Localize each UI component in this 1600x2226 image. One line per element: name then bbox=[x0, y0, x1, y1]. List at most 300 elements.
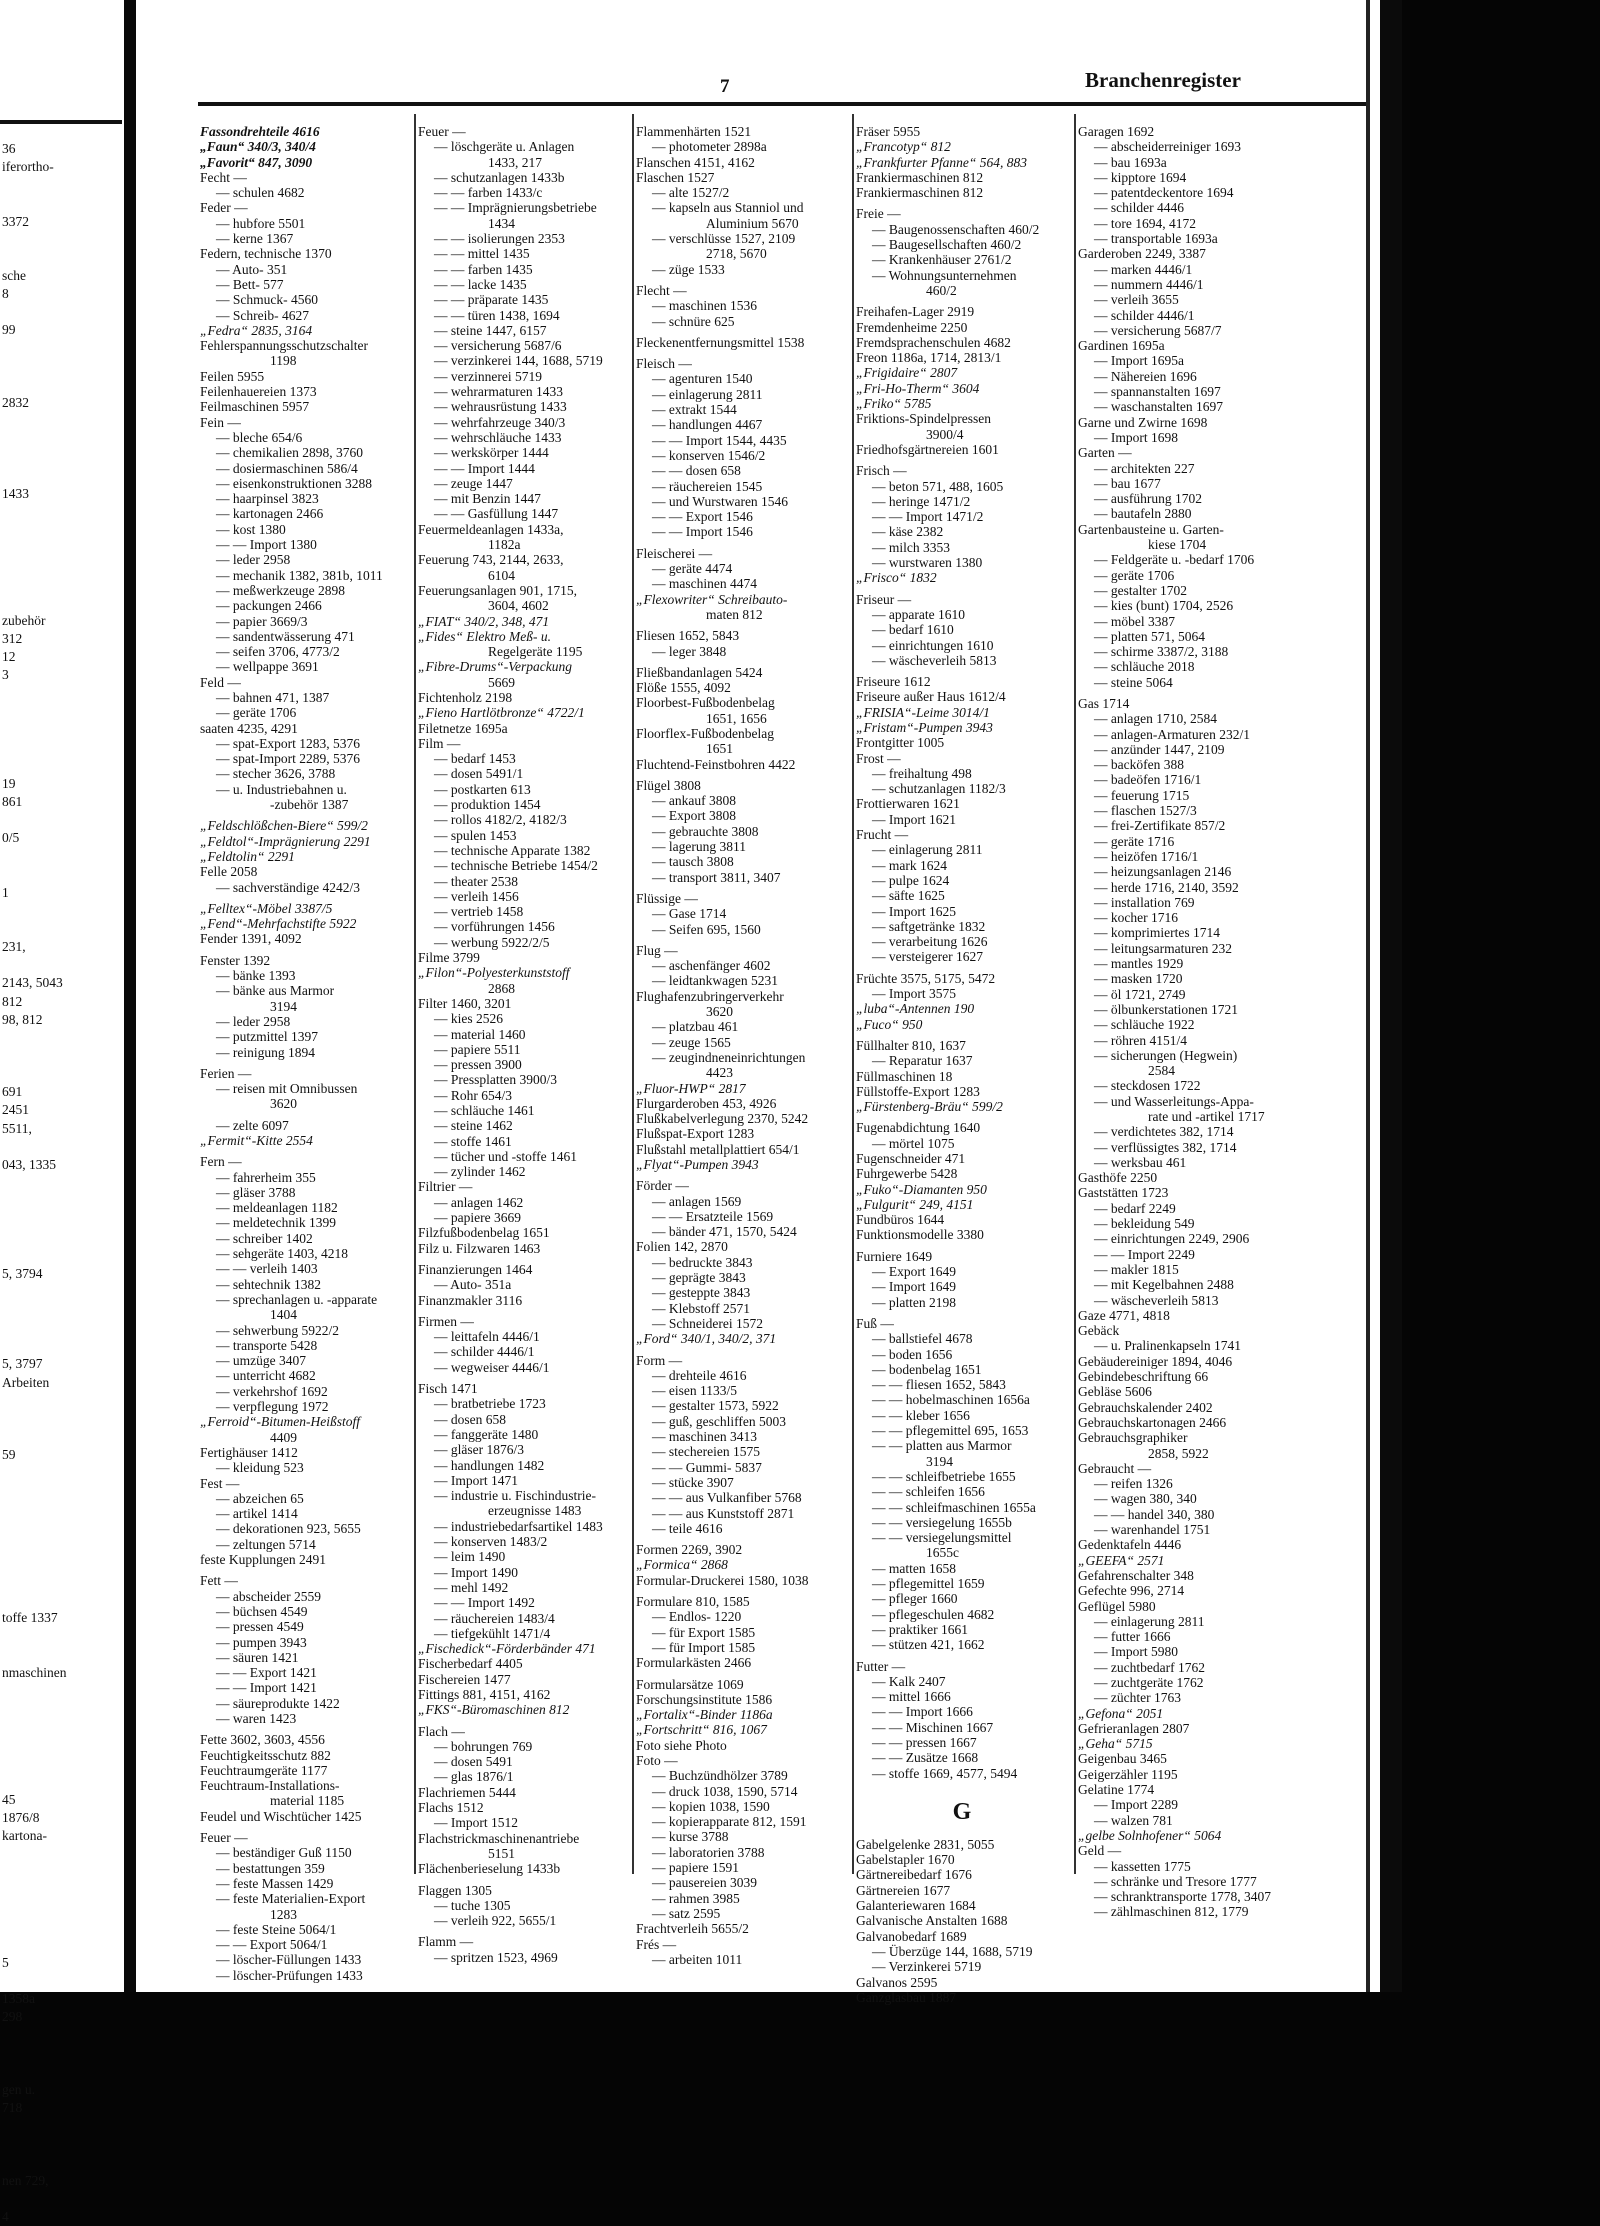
index-entry: — spat-Export 1283, 5376 bbox=[216, 735, 360, 751]
index-entry: Filtrier — bbox=[418, 1179, 473, 1195]
index-entry: Friseure außer Haus 1612/4 bbox=[856, 689, 1006, 705]
index-entry-continuation: 5151 bbox=[488, 1845, 515, 1861]
index-entry: Fender 1391, 4092 bbox=[200, 931, 302, 947]
index-entry: — versicherung 5687/7 bbox=[1094, 322, 1222, 338]
index-entry: — zeuge 1565 bbox=[652, 1034, 731, 1050]
index-entry: — ballstiefel 4678 bbox=[872, 1331, 973, 1347]
left-fragment-line: 8 bbox=[2, 286, 9, 302]
index-entry: — leder 2958 bbox=[216, 552, 291, 568]
index-entry: — schreiber 1402 bbox=[216, 1230, 313, 1246]
left-fragment-line bbox=[2, 1029, 120, 1047]
index-entry: — bahnen 471, 1387 bbox=[216, 689, 330, 705]
index-entry: — transport 3811, 3407 bbox=[652, 869, 781, 885]
index-entry: Friseur — bbox=[856, 591, 912, 607]
index-entry: — Import 1512 bbox=[434, 1815, 518, 1831]
index-entry: „Frankfurter Pfanne“ 564, 883 bbox=[856, 154, 1027, 170]
index-entry: — rahmen 3985 bbox=[652, 1890, 740, 1906]
index-entry: Flußstahl metallplattiert 654/1 bbox=[636, 1141, 800, 1157]
index-entry: — zeuge 1447 bbox=[434, 475, 513, 491]
index-entry: — kies (bunt) 1704, 2526 bbox=[1094, 598, 1234, 614]
index-entry-continuation: 1651, 1656 bbox=[706, 710, 767, 726]
left-fragment-line bbox=[2, 176, 120, 194]
index-entry: Frottierwaren 1621 bbox=[856, 796, 960, 812]
index-entry: — guß, geschliffen 5003 bbox=[652, 1413, 786, 1429]
index-entry: — wäscheverleih 5813 bbox=[872, 652, 997, 668]
index-entry: — schnüre 625 bbox=[652, 313, 735, 329]
index-entry: Gedenktafeln 4446 bbox=[1078, 1537, 1182, 1553]
index-entry: „luba“-Antennen 190 bbox=[856, 1001, 975, 1017]
index-entry: „Felltex“-Möbel 3387/5 bbox=[200, 900, 333, 916]
index-entry: — tiefgekühlt 1471/4 bbox=[434, 1625, 551, 1641]
index-entry: — — Import 1421 bbox=[216, 1680, 317, 1696]
index-entry: — löscher-Füllungen 1433 bbox=[216, 1952, 362, 1968]
index-entry: „Friko“ 5785 bbox=[856, 396, 932, 412]
index-entry: Frés — bbox=[636, 1936, 677, 1952]
index-entry: — Baugenossenschaften 460/2 bbox=[872, 221, 1040, 237]
left-fragment-line: 2832 bbox=[2, 394, 29, 410]
index-entry: — Auto- 351 bbox=[216, 261, 288, 277]
left-fragment-line: toffe 1337 bbox=[2, 1610, 58, 1626]
index-entry: „Frisco“ 1832 bbox=[856, 570, 937, 586]
index-entry: „Fedra“ 2835, 3164 bbox=[200, 322, 313, 338]
index-entry: — Überzüge 144, 1688, 5719 bbox=[872, 1943, 1033, 1959]
index-entry: — druck 1038, 1590, 5714 bbox=[652, 1783, 798, 1799]
index-entry: Flächenberieselung 1433b bbox=[418, 1861, 561, 1877]
index-entry: — züge 1533 bbox=[652, 261, 725, 277]
index-entry: — sachverständige 4242/3 bbox=[216, 879, 360, 895]
index-entry: — sprechanlagen u. -apparate bbox=[216, 1291, 378, 1307]
left-fragment-line bbox=[2, 2190, 120, 2208]
left-fragment-line: 5 bbox=[2, 1955, 9, 1971]
index-entry: — kurse 3788 bbox=[652, 1829, 729, 1845]
left-fragment-line bbox=[2, 1537, 120, 1555]
index-entry: — — aus Kunststoff 2871 bbox=[652, 1505, 795, 1521]
left-fragment-line: 3372 bbox=[2, 213, 29, 229]
index-entry: Gebläse 5606 bbox=[1078, 1384, 1152, 1400]
left-fragment-line bbox=[2, 1319, 120, 1337]
left-fragment-line bbox=[2, 521, 120, 539]
index-entry: — Reparatur 1637 bbox=[872, 1053, 973, 1069]
index-entry: — dosiermaschinen 586/4 bbox=[216, 460, 358, 476]
index-entry: Friktions-Spindelpressen bbox=[856, 411, 991, 427]
left-fragment-line bbox=[2, 1283, 120, 1301]
index-entry: — kies 2526 bbox=[434, 1011, 503, 1027]
left-fragment-line bbox=[2, 1863, 120, 1881]
index-entry: — satz 2595 bbox=[652, 1905, 721, 1921]
index-entry: Flammenhärten 1521 bbox=[636, 124, 752, 139]
index-entry: — gestalter 1573, 5922 bbox=[652, 1398, 779, 1414]
index-entry: — wehrausrüstung 1433 bbox=[434, 399, 567, 415]
index-entry: — patentdeckentore 1694 bbox=[1094, 185, 1234, 201]
index-entry: Garten — bbox=[1078, 445, 1132, 461]
index-entry: — anlagen 1462 bbox=[434, 1194, 524, 1210]
index-entry: — photometer 2898a bbox=[652, 139, 767, 155]
index-entry: — — hobelmaschinen 1656a bbox=[872, 1392, 1030, 1408]
index-entry: — konserven 1546/2 bbox=[652, 447, 766, 463]
index-entry-continuation: 4423 bbox=[706, 1065, 733, 1081]
index-entry: „Geha“ 5715 bbox=[1078, 1736, 1153, 1752]
index-entry-continuation: 1651 bbox=[706, 741, 733, 757]
index-entry: — werksbau 461 bbox=[1094, 1154, 1187, 1170]
index-entry: — leder 2958 bbox=[216, 1013, 291, 1029]
index-entry: „Fuco“ 950 bbox=[856, 1016, 923, 1032]
left-fragment-line: nen 729, bbox=[2, 2172, 49, 2188]
index-entry: — feste Steine 5064/1 bbox=[216, 1921, 337, 1937]
index-entry: Frost — bbox=[856, 750, 901, 766]
index-entry: — steine 1462 bbox=[434, 1118, 513, 1134]
index-entry: Ferien — bbox=[200, 1065, 252, 1081]
index-entry: Fern — bbox=[200, 1154, 242, 1170]
index-entry: — meldetechnik 1399 bbox=[216, 1215, 336, 1231]
index-entry: — pumpen 3943 bbox=[216, 1634, 307, 1650]
left-fragment-line: 4 bbox=[2, 2209, 9, 2225]
index-entry: Garderoben 2249, 3387 bbox=[1078, 246, 1206, 262]
left-fragment-line: gen u. bbox=[2, 2082, 35, 2098]
index-entry: — — Import 1492 bbox=[434, 1595, 535, 1611]
index-entry: Fuhrgewerbe 5428 bbox=[856, 1166, 958, 1182]
index-entry: Flug — bbox=[636, 942, 678, 958]
index-entry: — schilder 4446/1 bbox=[1094, 307, 1195, 323]
index-entry: Garagen 1692 bbox=[1078, 124, 1155, 139]
left-fragment-line: 36 bbox=[2, 141, 16, 156]
index-entry: Feuerung 743, 2144, 2633, bbox=[418, 552, 564, 568]
index-entry: — technische Betriebe 1454/2 bbox=[434, 858, 598, 874]
index-entry: Gebindebeschriftung 66 bbox=[1078, 1369, 1209, 1385]
index-entry: Gabelgelenke 2831, 5055 bbox=[856, 1836, 995, 1852]
page-edge bbox=[1380, 0, 1402, 1992]
index-entry-continuation: 1655c bbox=[926, 1545, 959, 1561]
index-entry: — meßwerkzeuge 2898 bbox=[216, 582, 345, 598]
index-entry: — papiere 5511 bbox=[434, 1041, 521, 1057]
index-entry: — schränke und Tresore 1777 bbox=[1094, 1873, 1257, 1889]
index-entry: — — Import 1444 bbox=[434, 460, 535, 476]
column-divider bbox=[414, 114, 416, 1874]
index-entry: Früchte 3575, 5175, 5472 bbox=[856, 970, 996, 986]
index-entry: Flachstrickmaschinenantriebe bbox=[418, 1830, 580, 1846]
index-entry: — einlagerung 2811 bbox=[872, 842, 983, 858]
running-title: Branchenregister bbox=[1085, 68, 1241, 92]
index-entry-continuation: 2858, 5922 bbox=[1148, 1445, 1209, 1461]
index-entry: — theater 2538 bbox=[434, 873, 518, 889]
index-entry: Feuer — bbox=[418, 124, 466, 139]
index-entry-continuation: 3620 bbox=[270, 1096, 297, 1112]
index-entry: „Fides“ Elektro Meß- u. bbox=[418, 628, 551, 644]
index-entry: — verleih 922, 5655/1 bbox=[434, 1913, 557, 1929]
index-entry: — schilder 4446/1 bbox=[434, 1344, 535, 1360]
index-entry: „Flyat“-Pumpen 3943 bbox=[636, 1157, 759, 1172]
index-entry: — für Import 1585 bbox=[652, 1639, 756, 1655]
index-entry: Flüssige — bbox=[636, 890, 698, 906]
index-entry: — dosen 658 bbox=[434, 1411, 506, 1427]
index-entry: „Fermit“-Kitte 2554 bbox=[200, 1133, 313, 1148]
index-entry: — architekten 227 bbox=[1094, 460, 1195, 476]
index-entry: — sicherungen (Hegwein) bbox=[1094, 1047, 1238, 1063]
index-entry: — — verleih 1403 bbox=[216, 1261, 318, 1277]
index-entry: — — farben 1433/c bbox=[434, 185, 543, 201]
left-fragment-line: 59 bbox=[2, 1447, 16, 1463]
left-fragment-line bbox=[2, 1918, 120, 1936]
index-entry: — — Import 1544, 4435 bbox=[652, 432, 787, 448]
index-entry: — einrichtungen 2249, 2906 bbox=[1094, 1231, 1250, 1247]
index-entry: — verschlüsse 1527, 2109 bbox=[652, 231, 796, 247]
index-entry: Fein — bbox=[200, 414, 241, 430]
index-entry: — — Import 1546 bbox=[652, 524, 753, 540]
index-entry-continuation: rate und -artikel 1717 bbox=[1148, 1109, 1265, 1124]
index-entry: „Formica“ 2868 bbox=[636, 1557, 728, 1573]
index-entry: — installation 769 bbox=[1094, 894, 1195, 910]
index-entry: — käse 2382 bbox=[872, 524, 944, 540]
index-entry: Gelatine 1774 bbox=[1078, 1782, 1155, 1798]
left-fragment-line bbox=[2, 811, 120, 829]
index-entry: — — lacke 1435 bbox=[434, 276, 527, 292]
index-entry: — leittafeln 4446/1 bbox=[434, 1329, 540, 1345]
left-fragment-line: 691 bbox=[2, 1084, 23, 1100]
index-entry: Feld — bbox=[200, 674, 241, 690]
index-entry: — Gase 1714 bbox=[652, 906, 727, 922]
index-entry: Fichtenholz 2198 bbox=[418, 689, 513, 705]
index-entry: — Import 1625 bbox=[872, 903, 956, 919]
left-fragment-line bbox=[2, 1736, 120, 1754]
index-entry: — schulen 4682 bbox=[216, 185, 305, 201]
index-entry: — chemikalien 2898, 3760 bbox=[216, 445, 363, 461]
left-fragment-line bbox=[2, 303, 120, 321]
index-entry: Fassondrehteile 4616 bbox=[200, 124, 320, 139]
index-entry: — tuche 1305 bbox=[434, 1897, 511, 1913]
index-entry: „Francotyp“ 812 bbox=[856, 139, 951, 155]
index-entry: Forschungsinstitute 1586 bbox=[636, 1691, 773, 1707]
index-entry: — transportable 1693a bbox=[1094, 231, 1218, 247]
index-entry: Formular-Druckerei 1580, 1038 bbox=[636, 1572, 809, 1588]
index-entry: — beton 571, 488, 1605 bbox=[872, 478, 1004, 494]
left-fragment-line bbox=[2, 847, 120, 865]
index-entry: — bedarf 2249 bbox=[1094, 1200, 1176, 1216]
index-entry: Feuer — bbox=[200, 1830, 248, 1846]
index-entry: — laboratorien 3788 bbox=[652, 1844, 765, 1860]
index-entry: Fertighäuser 1412 bbox=[200, 1444, 298, 1460]
left-fragment-line bbox=[2, 1972, 120, 1990]
index-entry: Frucht — bbox=[856, 827, 909, 843]
index-entry: Fräser 5955 bbox=[856, 124, 921, 139]
index-entry: — steckdosen 1722 bbox=[1094, 1078, 1201, 1094]
index-entry: — pflegemittel 1659 bbox=[872, 1576, 985, 1592]
left-fragment-line bbox=[2, 1573, 120, 1591]
left-fragment-line bbox=[2, 2063, 120, 2081]
index-entry: Foto siehe Photo bbox=[636, 1737, 727, 1753]
index-entry: — — Import 1471/2 bbox=[872, 509, 984, 525]
index-entry: Gebäudereiniger 1894, 4046 bbox=[1078, 1353, 1233, 1369]
left-fragment-line bbox=[2, 1138, 120, 1156]
left-fragment-line: 5, 3794 bbox=[2, 1265, 43, 1281]
index-entry: — handlungen 4467 bbox=[652, 417, 763, 433]
left-fragment-line bbox=[2, 430, 120, 448]
index-entry-continuation: 2868 bbox=[488, 980, 515, 996]
index-entry-continuation: Regelgeräte 1195 bbox=[488, 644, 583, 660]
index-entry: — agenturen 1540 bbox=[652, 371, 753, 387]
index-entry: — mechanik 1382, 381b, 1011 bbox=[216, 567, 383, 583]
header-rule bbox=[198, 102, 1370, 106]
index-column-1 bbox=[200, 124, 408, 1984]
index-entry: Garne und Zwirne 1698 bbox=[1078, 414, 1208, 430]
left-fragment-line: 812 bbox=[2, 993, 23, 1009]
index-entry: Gebäck bbox=[1078, 1323, 1120, 1339]
index-entry: — — schleifmaschinen 1655a bbox=[872, 1499, 1036, 1515]
left-fragment-line: 12 bbox=[2, 648, 16, 664]
index-entry: — abzeichen 65 bbox=[216, 1490, 304, 1506]
index-entry-continuation: Aluminium 5670 bbox=[706, 215, 799, 231]
index-entry: — wegweiser 4446/1 bbox=[434, 1359, 550, 1375]
left-fragment-line: 043, 1335 bbox=[2, 1156, 56, 1172]
index-entry: — kopien 1038, 1590 bbox=[652, 1798, 770, 1814]
index-entry: — — Gasfüllung 1447 bbox=[434, 506, 559, 522]
left-fragment-line: nmaschinen bbox=[2, 1664, 67, 1680]
left-fragment-line bbox=[2, 1773, 120, 1791]
left-fragment-line bbox=[2, 956, 120, 974]
index-entry: Flachs 1512 bbox=[418, 1800, 484, 1816]
index-entry: — geräte 1706 bbox=[216, 705, 297, 721]
index-entry: — ankauf 3808 bbox=[652, 793, 736, 809]
index-entry: — matten 1658 bbox=[872, 1560, 956, 1576]
index-entry-continuation: 3900/4 bbox=[926, 426, 964, 442]
index-entry: „GEEFA“ 2571 bbox=[1078, 1552, 1165, 1568]
index-entry: Flußkabelverlegung 2370, 5242 bbox=[636, 1111, 809, 1127]
book-gutter bbox=[124, 0, 136, 1992]
index-entry: Flaggen 1305 bbox=[418, 1882, 492, 1898]
index-entry: Förder — bbox=[636, 1178, 689, 1194]
index-entry: — mantles 1929 bbox=[1094, 956, 1184, 972]
index-entry: — sehgeräte 1403, 4218 bbox=[216, 1246, 348, 1262]
index-entry: — freihaltung 498 bbox=[872, 765, 972, 781]
index-entry: — feste Materialien-Export bbox=[216, 1891, 366, 1907]
index-entry: — glas 1876/1 bbox=[434, 1769, 514, 1785]
index-entry: Felle 2058 bbox=[200, 864, 258, 880]
index-entry: — alte 1527/2 bbox=[652, 185, 730, 201]
left-fragment-line bbox=[2, 575, 120, 593]
index-entry: Fischereien 1477 bbox=[418, 1671, 511, 1687]
index-entry: — und Wurstwaren 1546 bbox=[652, 493, 789, 509]
index-entry: — einrichtungen 1610 bbox=[872, 637, 994, 653]
page-edge-shadow bbox=[1366, 0, 1370, 1992]
index-entry: — warenhandel 1751 bbox=[1094, 1522, 1211, 1538]
left-fragment-line bbox=[2, 467, 120, 485]
index-entry: — industrie u. Fischindustrie- bbox=[434, 1488, 596, 1504]
index-entry-continuation: 4409 bbox=[270, 1429, 297, 1445]
index-entry: Floorbest-Fußbodenbelag bbox=[636, 695, 775, 711]
index-entry: — — Ersatzteile 1569 bbox=[652, 1208, 774, 1224]
index-entry: Galvanos 2595 bbox=[856, 1974, 938, 1990]
left-fragment-line bbox=[2, 557, 120, 575]
left-fragment-line: 718 bbox=[2, 2100, 23, 2116]
index-entry: — packungen 2466 bbox=[216, 598, 322, 614]
index-entry: — backöfen 388 bbox=[1094, 757, 1184, 773]
index-entry: Freon 1186a, 1714, 2813/1 bbox=[856, 350, 1002, 366]
index-entry: — — farben 1435 bbox=[434, 261, 533, 277]
left-fragment-line: 861 bbox=[2, 794, 23, 810]
index-entry: Gefechte 996, 2714 bbox=[1078, 1583, 1185, 1599]
index-entry: — komprimiertes 1714 bbox=[1094, 925, 1220, 941]
left-fragment-line bbox=[2, 340, 120, 358]
index-entry: — Schneiderei 1572 bbox=[652, 1315, 763, 1331]
index-entry: — abscheiderreiniger 1693 bbox=[1094, 139, 1241, 155]
index-entry: Filetnetze 1695a bbox=[418, 720, 508, 736]
index-entry: — einlagerung 2811 bbox=[652, 386, 763, 402]
index-entry: — stützen 421, 1662 bbox=[872, 1637, 985, 1653]
index-entry: — Endlos- 1220 bbox=[652, 1609, 742, 1625]
index-entry: — werkskörper 1444 bbox=[434, 445, 549, 461]
index-entry: — Import 2289 bbox=[1094, 1797, 1178, 1813]
index-entry: — — handel 340, 380 bbox=[1094, 1506, 1215, 1522]
index-entry: Gefahrenschalter 348 bbox=[1078, 1567, 1194, 1583]
index-entry: — wehrschläuche 1433 bbox=[434, 429, 562, 445]
index-entry: „Fischedick“-Förderbänder 471 bbox=[418, 1641, 596, 1657]
index-entry: — beständiger Guß 1150 bbox=[216, 1845, 352, 1861]
index-entry: — Import 1621 bbox=[872, 811, 956, 827]
index-entry: — für Export 1585 bbox=[652, 1624, 756, 1640]
left-fragment-line: Arbeiten bbox=[2, 1374, 50, 1390]
index-entry: — — isolierungen 2353 bbox=[434, 231, 565, 247]
left-fragment-line bbox=[2, 1700, 120, 1718]
page-number: 7 bbox=[720, 76, 730, 97]
index-entry: — rollos 4182/2, 4182/3 bbox=[434, 812, 567, 828]
index-entry: — stoffe 1461 bbox=[434, 1133, 512, 1149]
left-fragment-line bbox=[2, 1682, 120, 1700]
index-entry: — möbel 3387 bbox=[1094, 613, 1175, 629]
index-entry: — — Export 1421 bbox=[216, 1665, 317, 1681]
index-entry: — Import 1471 bbox=[434, 1472, 518, 1488]
index-entry: Feuchtigkeitsschutz 882 bbox=[200, 1747, 331, 1763]
index-entry: — stecher 3626, 3788 bbox=[216, 766, 336, 782]
index-entry: — drehteile 4616 bbox=[652, 1367, 747, 1383]
index-entry: Flanschen 4151, 4162 bbox=[636, 154, 755, 170]
index-entry: — räuchereien 1483/4 bbox=[434, 1610, 555, 1626]
index-entry: — milch 3353 bbox=[872, 539, 950, 555]
index-entry: Fehlerspannungsschutzschalter bbox=[200, 338, 368, 354]
left-fragment-line bbox=[2, 739, 120, 757]
index-entry: — Rohr 654/3 bbox=[434, 1087, 513, 1103]
index-entry: — anzünder 1447, 2109 bbox=[1094, 741, 1225, 757]
section-letter: G bbox=[952, 1798, 972, 1825]
index-entry: — fahrerheim 355 bbox=[216, 1169, 316, 1185]
left-fragment-line bbox=[2, 702, 120, 720]
index-entry: — futter 1666 bbox=[1094, 1629, 1171, 1645]
index-entry: — herde 1716, 2140, 3592 bbox=[1094, 879, 1239, 895]
index-entry: Gabelstapler 1670 bbox=[856, 1852, 955, 1868]
index-entry: — — mittel 1435 bbox=[434, 246, 530, 262]
left-fragment-line bbox=[2, 1047, 120, 1065]
index-entry: Gärtnereien 1677 bbox=[856, 1882, 951, 1898]
index-entry: „Fulgurit“ 249, 4151 bbox=[856, 1196, 974, 1212]
index-entry: — bleche 654/6 bbox=[216, 429, 303, 445]
index-entry: — Pressplatten 3900/3 bbox=[434, 1072, 557, 1088]
index-entry: Flügel 3808 bbox=[636, 777, 701, 793]
index-entry: — löscher-Prüfungen 1433 bbox=[216, 1967, 363, 1983]
left-fragment-line bbox=[2, 1247, 120, 1265]
index-entry: — extrakt 1544 bbox=[652, 402, 737, 418]
index-entry: — leim 1490 bbox=[434, 1549, 506, 1565]
index-column-3 bbox=[636, 124, 846, 1984]
index-entry: Form — bbox=[636, 1352, 683, 1368]
index-entry: — verzinnerei 5719 bbox=[434, 368, 542, 384]
index-entry: — bedarf 1610 bbox=[872, 622, 954, 638]
left-fragment-line: 1876/8 bbox=[2, 1809, 40, 1825]
index-entry: Fenster 1392 bbox=[200, 952, 271, 968]
index-entry: — postkarten 613 bbox=[434, 781, 531, 797]
column-divider bbox=[632, 114, 634, 1874]
index-entry: — wellpappe 3691 bbox=[216, 659, 319, 675]
left-fragment-line bbox=[2, 2045, 120, 2063]
index-entry: — bodenbelag 1651 bbox=[872, 1361, 982, 1377]
index-entry: — boden 1656 bbox=[872, 1346, 953, 1362]
index-entry-continuation: 3604, 4602 bbox=[488, 598, 549, 614]
